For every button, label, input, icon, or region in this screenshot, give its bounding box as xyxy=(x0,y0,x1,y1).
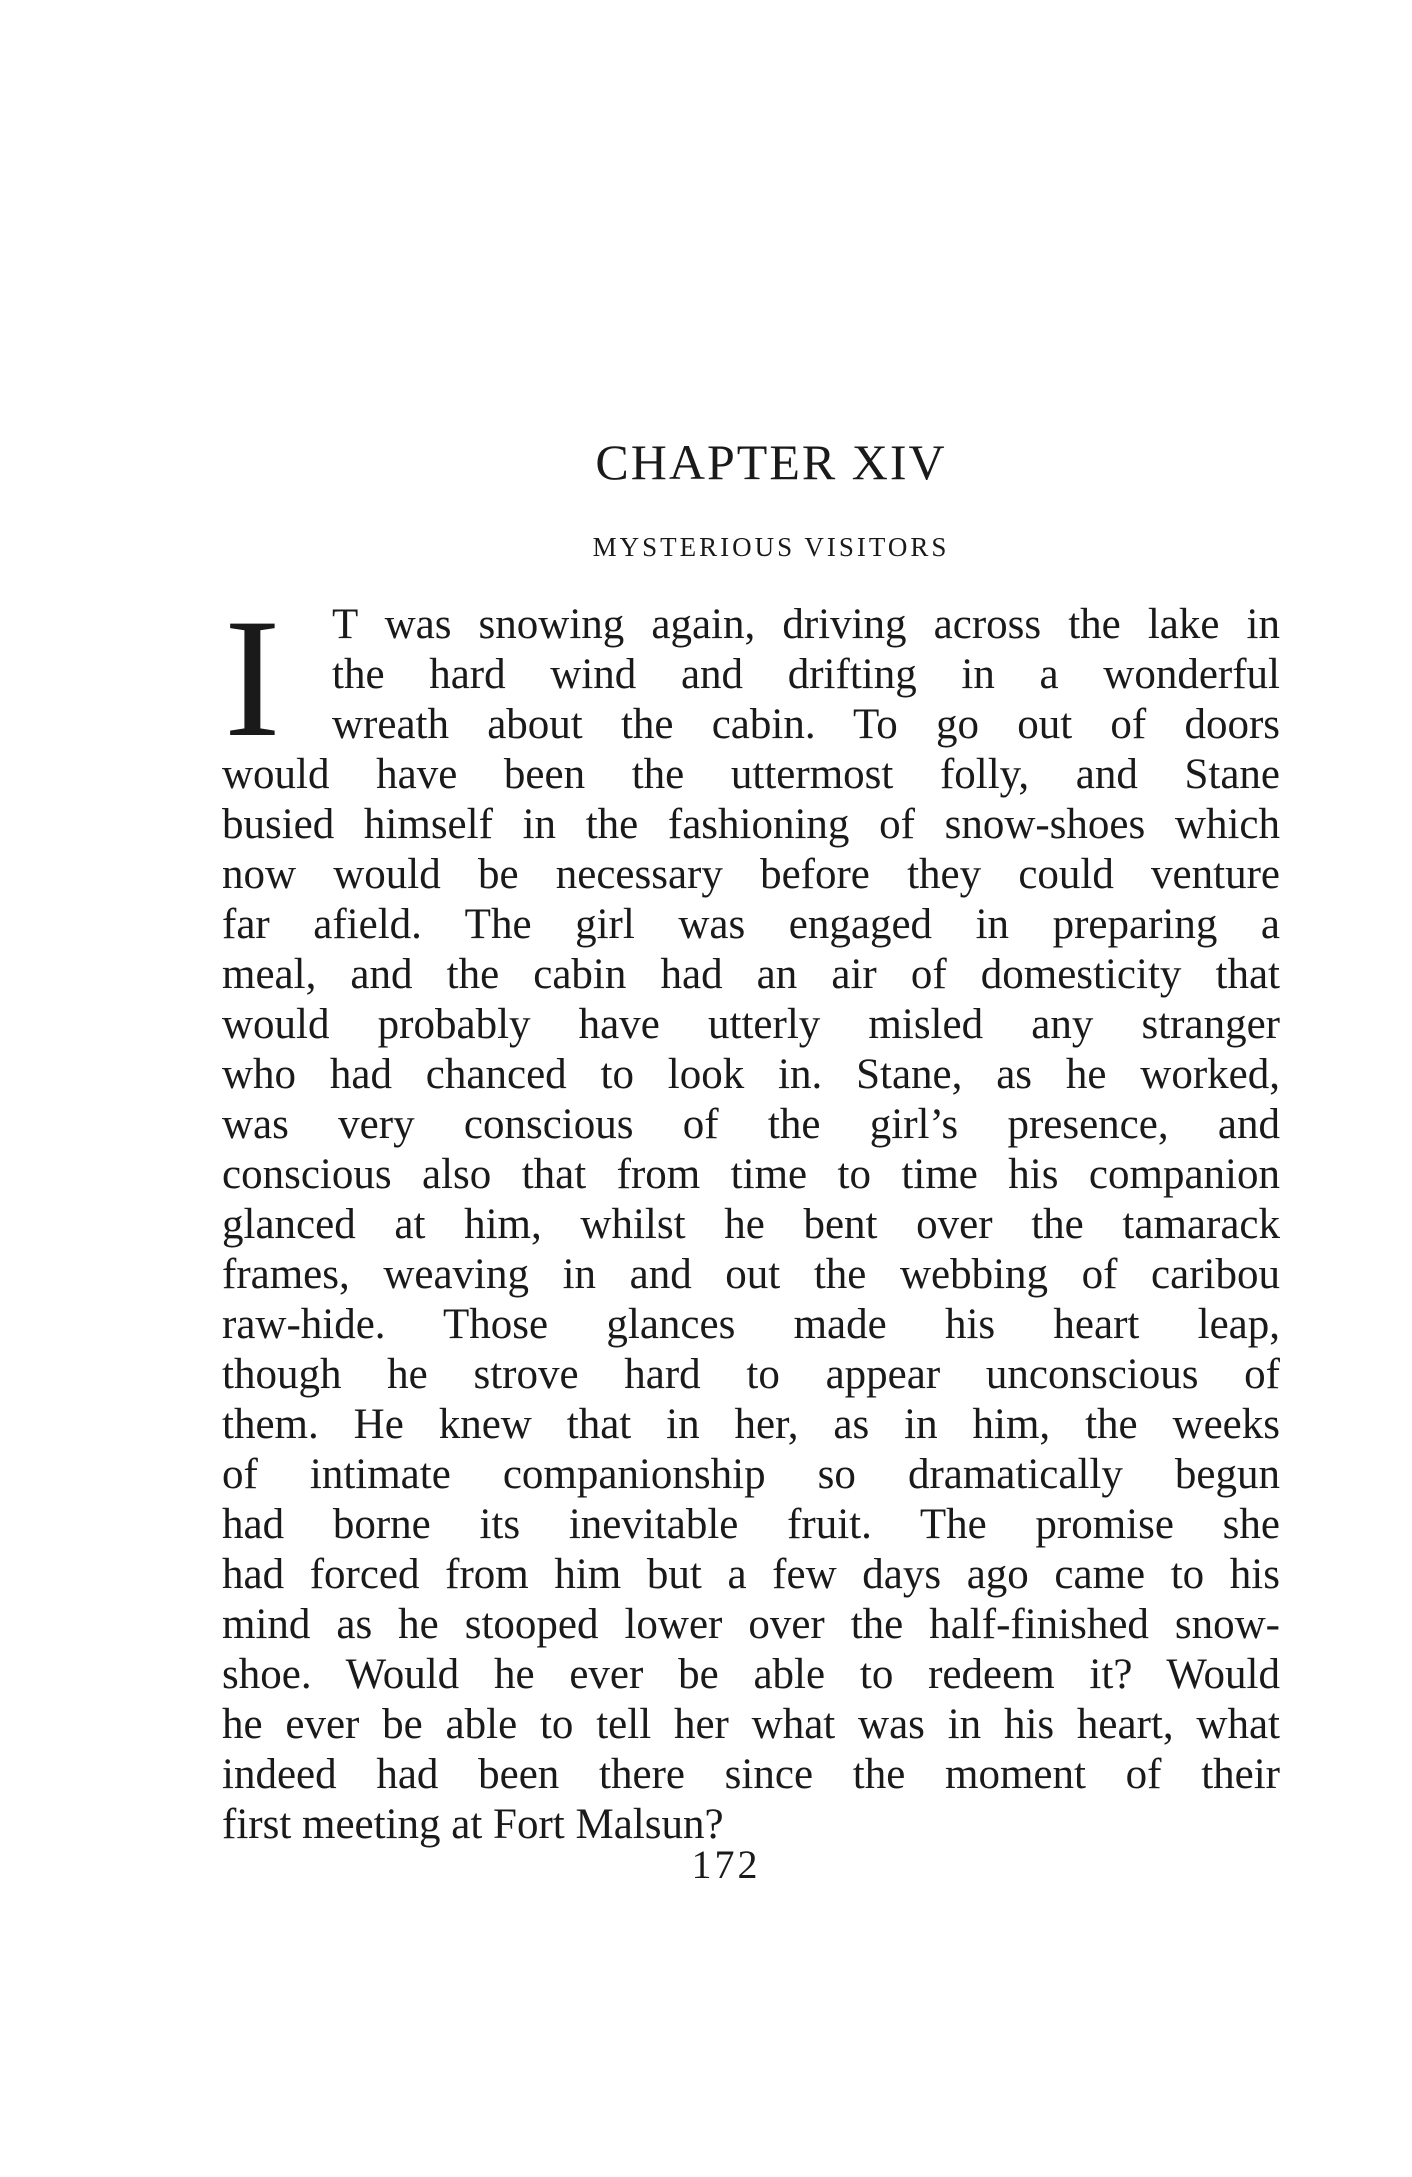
text-line: who had chanced to look in. Stane, as he worked, xyxy=(222,1051,1280,1098)
text-line: meal, and the cabin had an air of domesticity that xyxy=(222,951,1280,998)
text-line: raw-hide. Those glances made his heart leap, xyxy=(222,1301,1280,1348)
text-line: would have been the uttermost folly, and Stane xyxy=(222,751,1280,798)
text-line: glanced at him, whilst he bent over the tamarack xyxy=(222,1201,1280,1248)
text-line: shoe. Would he ever be able to redeem it? Would xyxy=(222,1651,1280,1698)
opening-lines xyxy=(222,584,1280,772)
text-line: had borne its inevitable fruit. The promise she xyxy=(222,1501,1280,1548)
text-line: he ever be able to tell her what was in his heart, what xyxy=(222,1701,1280,1748)
text-line: indeed had been there since the moment of their xyxy=(222,1751,1280,1798)
text-line: now would be necessary before they could venture xyxy=(222,851,1280,898)
text-line: the hard wind and drifting in a wonderful xyxy=(332,651,1280,698)
text-line: mind as he stooped lower over the half-finished snow- xyxy=(222,1601,1280,1648)
text-line: far afield. The girl was engaged in preparing a xyxy=(222,901,1280,948)
text-line: first meeting at Fort Malsun? xyxy=(222,1801,724,1848)
chapter-title: CHAPTER XIV xyxy=(595,434,947,490)
text-line: had forced from him but a few days ago came to his xyxy=(222,1551,1280,1598)
text-line: of intimate companionship so dramatically begun xyxy=(222,1451,1280,1498)
text-line: conscious also that from time to time his companion xyxy=(222,1151,1280,1198)
page-number: 172 xyxy=(691,1842,761,1887)
chapter-subtitle: MYSTERIOUS VISITORS xyxy=(592,532,950,562)
text-line: was very conscious of the girl’s presence, and xyxy=(222,1101,1280,1148)
text-line: T was snowing again, driving across the lake in xyxy=(332,601,1280,648)
text-line: frames, weaving in and out the webbing of caribou xyxy=(222,1251,1280,1298)
text-line: would probably have utterly misled any stranger xyxy=(222,1001,1280,1048)
drop-cap: I xyxy=(224,584,281,772)
text-line: busied himself in the fashioning of snow-shoes which xyxy=(222,801,1280,848)
text-line: wreath about the cabin. To go out of doors xyxy=(332,701,1280,748)
text-line: though he strove hard to appear unconscious of xyxy=(222,1351,1280,1398)
body-text xyxy=(222,584,1280,1850)
text-line: them. He knew that in her, as in him, the weeks xyxy=(222,1401,1280,1448)
